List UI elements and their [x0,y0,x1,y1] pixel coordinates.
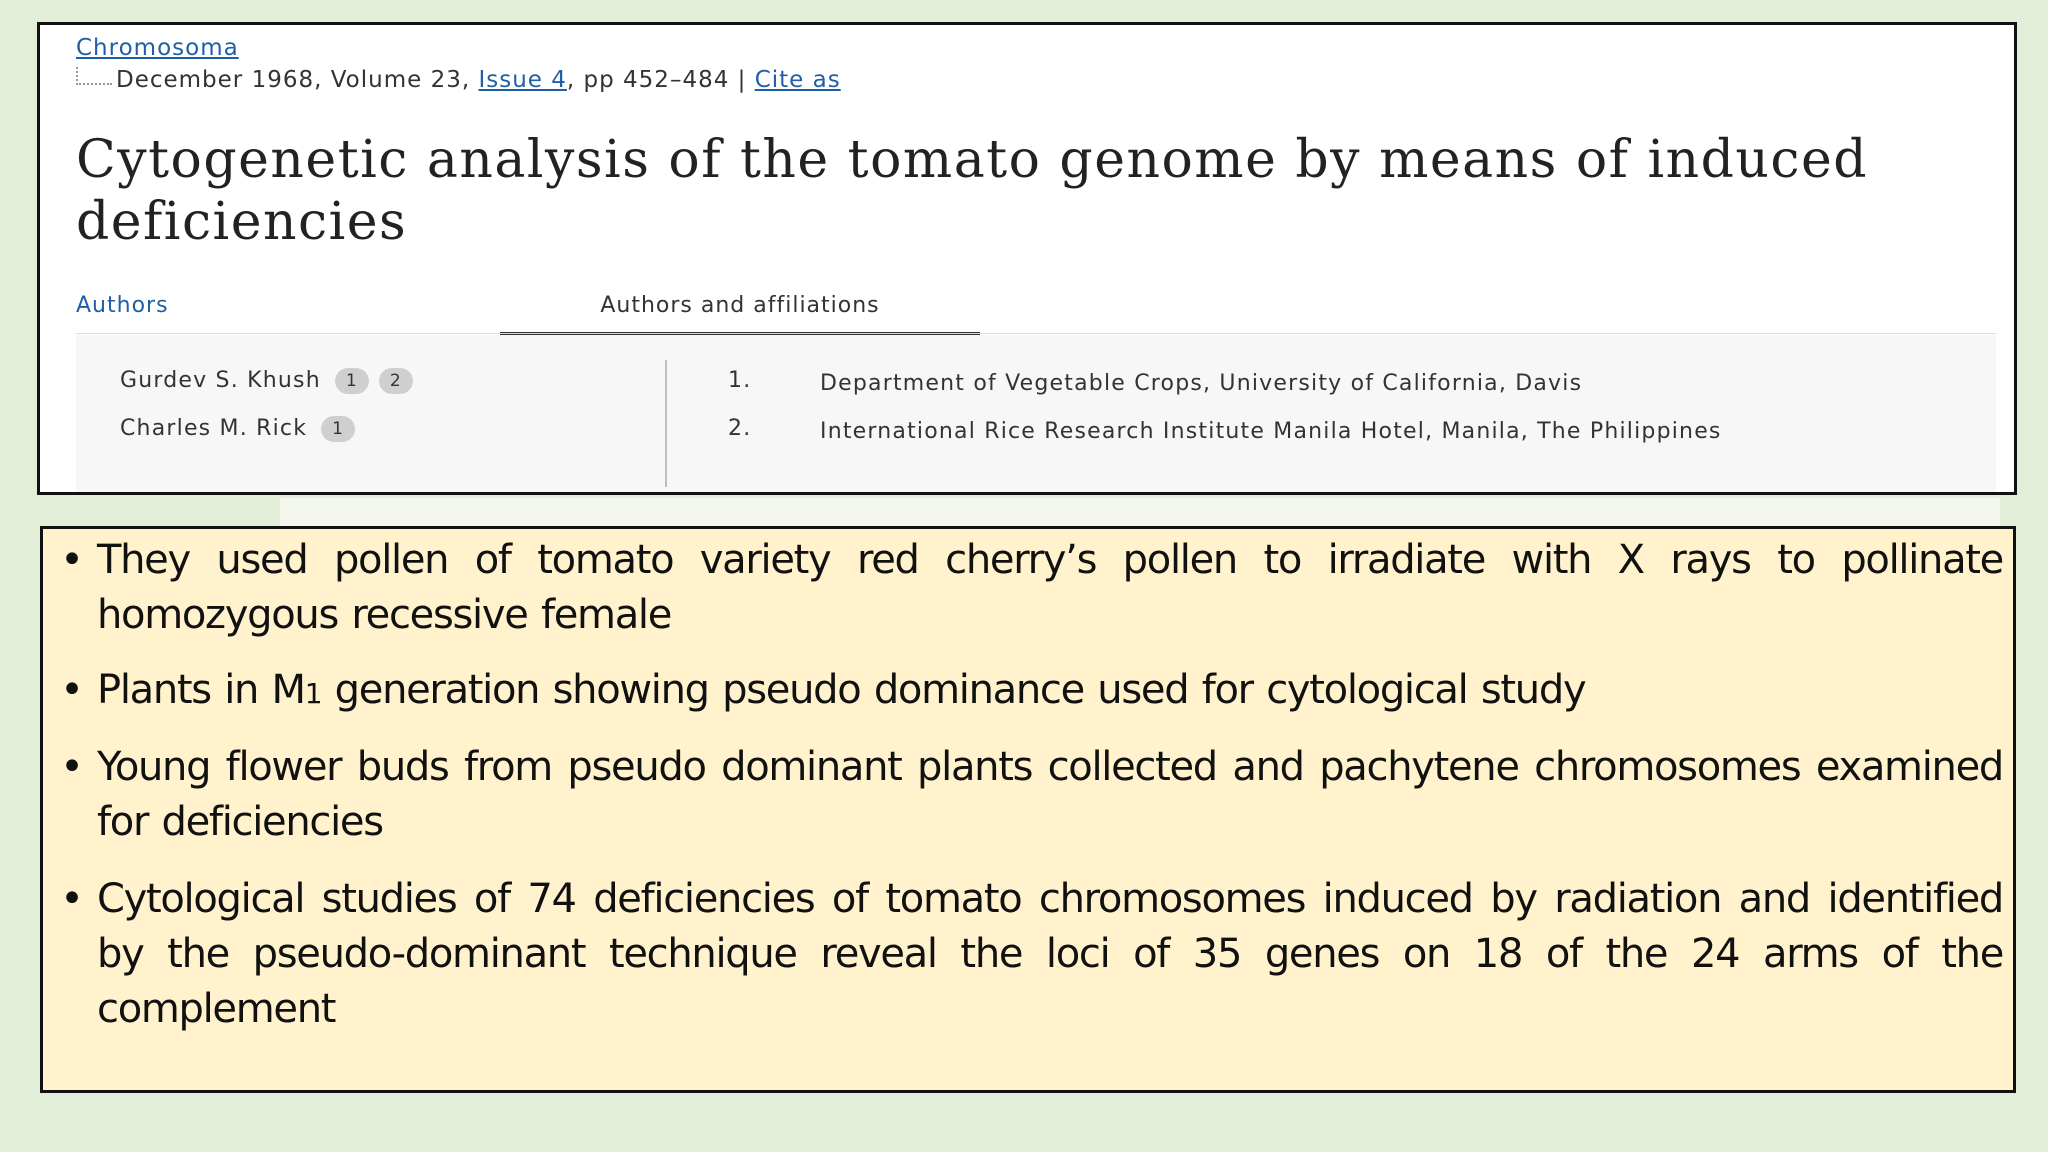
author-name[interactable]: Gurdev S. Khush [120,368,321,393]
affiliation-badge[interactable]: 1 [321,416,355,442]
article-meta [76,67,841,93]
affiliation-text: Department of Vegetable Crops, University of California, Davis [820,371,1583,396]
background-strip [280,498,2000,528]
tab-authors[interactable]: Authors [76,293,169,318]
issue-link[interactable]: Issue 4 [478,67,567,93]
article-screenshot-panel [37,22,2017,495]
article-title: Cytogenetic analysis of the tomato genome by means of induced deficiencies [76,130,1869,252]
subscript: 1 [304,677,322,710]
bullet-text: They used pollen of tomato variety red cherry’s pollen to irradiate with X rays to pollinate homozygous recessive female [97,537,2003,638]
bullet-point: • [60,667,84,713]
bullet-point: • [60,537,84,583]
meta-date-volume: December 1968, Volume 23, [116,67,479,93]
affiliation-text: International Rice Research Institute Manila Hotel, Manila, The Philippines [820,419,1722,444]
affiliation-number: 2. [728,416,752,441]
cite-as-link[interactable]: Cite as [754,67,841,93]
bullet-text: Young flower buds from pseudo dominant plants collected and pachytene chromosomes examined for deficiencies [97,744,2003,845]
author-name[interactable]: Charles M. Rick [120,416,308,441]
journal-link[interactable]: Chromosoma [76,35,239,61]
affiliations-box [76,335,1996,495]
bullet-text [97,663,2003,721]
column-divider [665,360,667,487]
tab-divider [76,333,1996,334]
affiliation-badge[interactable]: 2 [379,368,413,394]
affiliation-badge[interactable]: 1 [335,368,369,394]
bullet-point: • [60,876,84,922]
bullet-text: Cytological studies of 74 deficiencies of tomato chromosomes induced by radiation and identified by the pseudo-dominant technique reveal the loci of 35 genes on 18 of the 24 arms of the complement [97,876,2003,1032]
bullet-point: • [60,744,84,790]
tree-connector-icon [76,67,112,85]
tab-authors-and-affiliations[interactable]: Authors and affiliations [500,293,980,335]
bullet-text-part: Plants in M [97,667,305,713]
notes-panel [40,526,2016,1093]
bullet-text-part: generation showing pseudo dominance used for cytological study [321,667,1586,713]
meta-pages: , pp 452–484 | [566,67,755,93]
author-row [120,416,355,442]
affiliation-number: 1. [728,368,752,393]
author-row [120,368,413,394]
